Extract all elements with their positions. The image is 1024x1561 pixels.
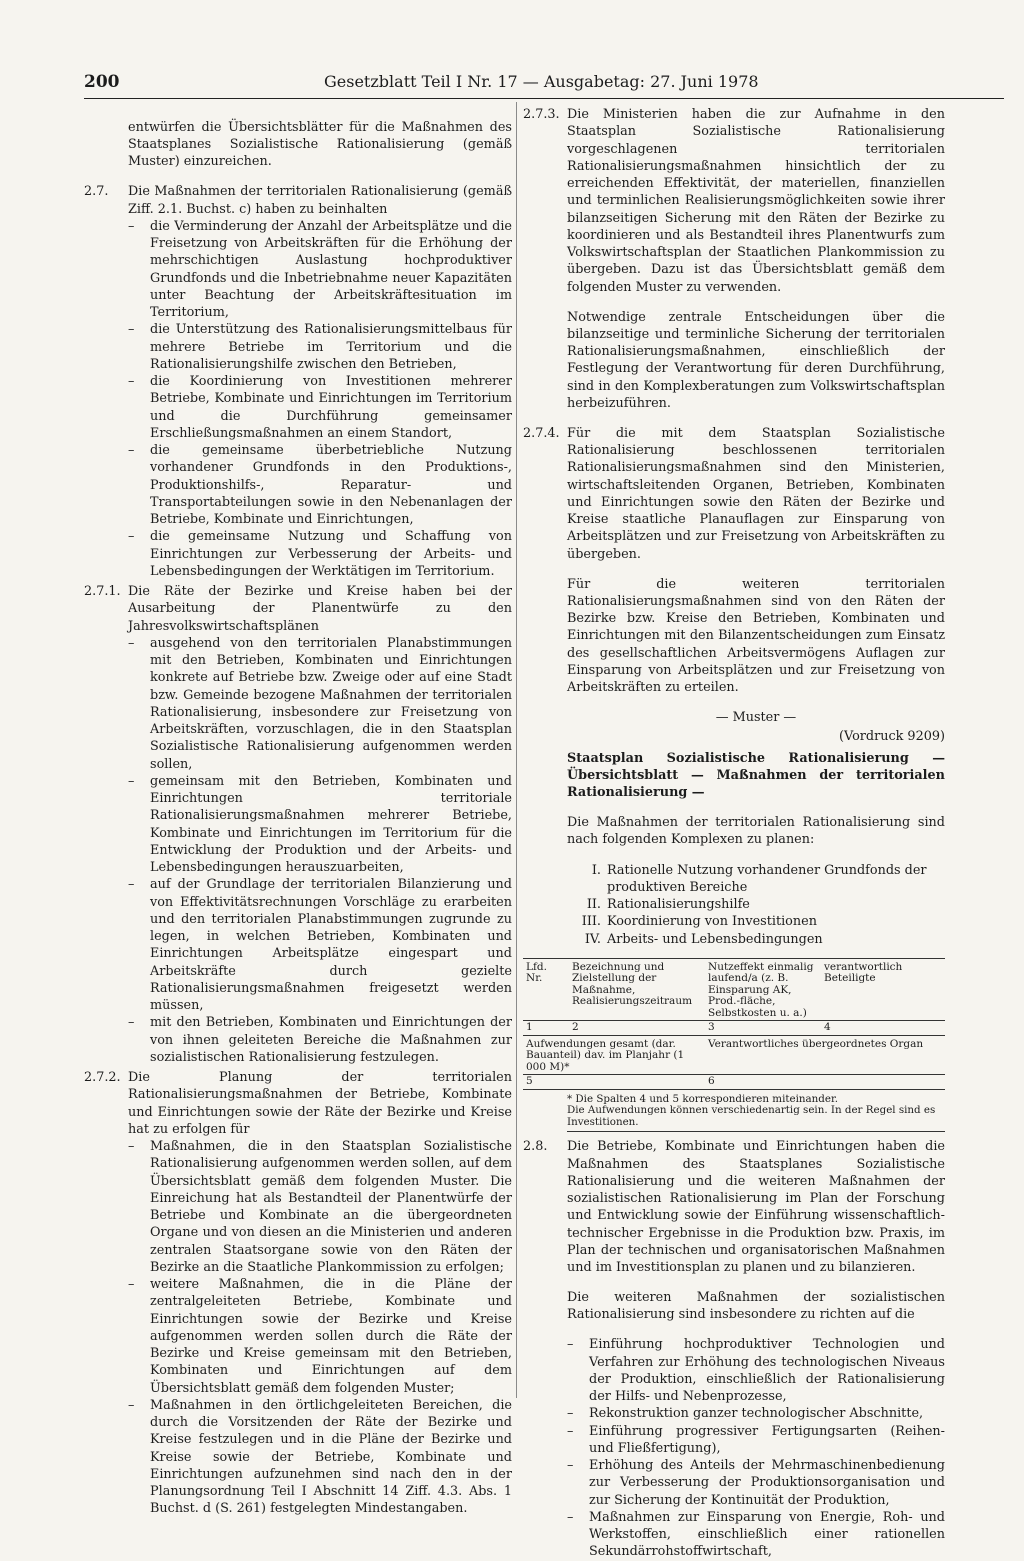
form-title: Staatsplan Sozialistische Rationalisierung — Übersichtsblatt — Maßnahmen der territorialen Rationalisierung — — [567, 750, 945, 801]
table-cell: 3 — [705, 1021, 821, 1036]
list-item: – Maßnahmen in den örtlichgeleiteten Bereichen, die durch die Vorsitzenden der Räte der Bezirke und Kreise festzulegen und in die Pläne der Bezirke und Kreise sowie der Betriebe, Kombinate und Einrichtungen aufzunehmen sind nach den in der Planungsordnung Teil I Abschnitt 14 Ziff. 4.3. Abs. 1 Buchst. d (S. 261) festgelegten Mindestangaben. — [128, 1397, 512, 1517]
list-item: – weitere Maßnahmen, die in die Pläne der zentralgeleiteten Betriebe, Kombinate und Einrichtungen sowie der Bezirke und Kreise aufgenommen werden sollen durch die Räte der Bezirke und Kreise gemeinsam mit den Betrieben, Kombinaten und Einrichtungen auf dem Übersichtsblatt gemäß dem folgenden Muster; — [128, 1277, 512, 1396]
section-2-7-2 — [84, 1069, 512, 1138]
complex-item: IV. Arbeits- und Lebensbedingungen — [584, 931, 823, 947]
table-header-cell: Verantwortliches übergeordnetes Organ — [708, 1037, 924, 1050]
list-item: – Maßnahmen zur Einsparung von Energie, Roh- und Werkstoffen, einschließlich einer rationellen Sekundärrohstoffwirtschaft, — [567, 1509, 945, 1560]
list-item: – mit den Betrieben, Kombinaten und Einrichtungen der von ihnen geleiteten Bereiche die Maßnahmen zur sozialistischen Rationalisierung festzulegen. — [128, 1015, 512, 1065]
table-header-cell: verantwortlich Beteiligte — [824, 960, 903, 985]
section-paragraph: Die Ministerien haben die zur Aufnahme in den Staatsplan Sozialistische Rationalisierung vorgeschlagenen territorialen Rationalisierungsmaßnahmen hinsichtlich der zu erreichenden Effektivität, der materiellen, finanziellen und terminlichen Realisierungsmöglichkeiten sowie ihrer bilanzseitigen Sicherung mit den Räten der Bezirke zu koordinieren und als Bestandteil ihres Planentwurfs zum Volkswirtschaftsplan der Staatlichen Plankommission zu übergeben. Dazu ist das Übersichtsblatt gemäß dem folgenden Muster zu verwenden. — [567, 107, 945, 295]
right-column — [523, 106, 945, 1561]
section-number: 2.7.1. — [84, 584, 121, 600]
list-item: – Erhöhung des Anteils der Mehrmaschinenbedienung zur Verbesserung der Produktionsorganisation und zur Sicherung der Kontinuität der Produktion, — [567, 1458, 945, 1508]
list-item: – Einführung hochproduktiver Technologien und Verfahren zur Erhöhung des technologischen Niveaus der Produktion, einschließlich der Rationalisierung der Hilfs- und Nebenprozesse, — [567, 1337, 945, 1405]
section-paragraph: Die Betriebe, Kombinate und Einrichtungen haben die Maßnahmen des Staatsplanes Sozialistische Rationalisierung und die weiteren Maßnahmen der sozialistischen Rationalisierung im Plan der Forschung und Entwicklung sowie der Einführung wissenschaftlich-technischer Ergebnisse in die Produktion bzw. Praxis, im Plan der technischen und organisatorischen Maßnahmen und im Investitionsplan zu planen und zu bilanzieren. — [567, 1139, 945, 1276]
complex-item: I. Rationelle Nutzung vorhandener Grundfonds der produktiven Bereiche — [591, 862, 927, 895]
form-intro: Die Maßnahmen der territorialen Rationalisierung sind nach folgenden Komplexen zu planen: — [567, 815, 945, 848]
section-number: 2.8. — [523, 1139, 548, 1155]
list-item: – die Verminderung der Anzahl der Arbeitsplätze und die Freisetzung von Arbeitskräften für die Erhöhung der mehrschichtigen Auslastung hochproduktiver Grundfonds und die Inbetriebnahme neuer Kapazitäten unter Beachtung der Arbeitskräftesituation im Territorium, — [128, 218, 512, 321]
section-2-7-3 — [523, 106, 945, 296]
muster-label: — Muster — — [715, 710, 797, 726]
list-item: – die Unterstützung des Rationalisierungsmittelbaus für mehrere Betriebe im Territorium und die Rationalisierungshilfe zwischen den Betrieben, — [128, 322, 512, 372]
page-number: 200 — [84, 72, 120, 92]
section-number: 2.7. — [84, 184, 109, 200]
table-cell: 2 — [569, 1021, 705, 1036]
form-table — [523, 958, 945, 1090]
footnote-line: Die Aufwendungen können verschiedenartig sein. In der Regel sind es Investitionen. — [567, 1104, 936, 1128]
section-intro: Die Räte der Bezirke und Kreise haben bei der Ausarbeitung der Planentwürfe zu den Jahresvolkswirtschaftsplänen — [128, 584, 512, 634]
list-item: – ausgehend von den territorialen Planabstimmungen mit den Betrieben, Kombinaten und Einrichtungen konkrete auf Betriebe bzw. Zweige oder auf eine Stadt bzw. Gemeinde bezogene Maßnahmen der territorialen Rationalisierung, insbesondere zur Freisetzung von Arbeitskräften, vorzuschlagen, die in den Staatsplan Sozialistische Rationalisierung aufgenommen werden sollen, — [128, 635, 512, 772]
table-header-row — [523, 958, 945, 1021]
section-2-7-4 — [523, 425, 945, 563]
list-item: – Rekonstruktion ganzer technologischer Abschnitte, — [567, 1406, 924, 1422]
table-footnote — [567, 1094, 945, 1133]
table-header-row — [523, 1035, 945, 1075]
section-paragraph: Notwendige zentrale Entscheidungen über die bilanzseitige und terminliche Sicherung der territorialen Rationalisierungsmaßnahmen, einschließlich der Festlegung der Verantwortung für deren Durchführung, sind in den Komplexberatungen zum Volkswirtschaftsplan herbeizuführen. — [567, 309, 945, 411]
continued-paragraph: entwürfen die Übersichtsblätter für die Maßnahmen des Staatsplanes Sozialistische Rationalisierung (gemäß Muster) einzureichen. — [128, 119, 512, 170]
list-item: – gemeinsam mit den Betrieben, Kombinaten und Einrichtungen territoriale Rationalisierungsmaßnahmen mehrerer Betriebe, Kombinate und Einrichtungen im Territorium für die Entwicklung der Produktion und der Arbeits- und Lebensbedingungen herauszuarbeiten, — [128, 773, 512, 876]
header-title: Gesetzblatt Teil I Nr. 17 — Ausgabetag: 27. Juni 1978 — [324, 72, 759, 91]
table-cell: 4 — [821, 1021, 945, 1036]
table-header-cell: Aufwendungen gesamt (dar. Bauanteil) dav. im Planjahr (1 000 M)* — [526, 1037, 685, 1073]
section-paragraph: Die weiteren Maßnahmen der sozialistischen Rationalisierung sind insbesondere zu richten auf die — [567, 1290, 945, 1323]
table-header-cell: Bezeichnung und Zielstellung der Maßnahme, Realisierungszeitraum — [572, 960, 693, 1008]
list-item: – Einführung progressiver Fertigungsarten (Reihen- und Fließfertigung), — [567, 1423, 945, 1456]
list-item: – auf der Grundlage der territorialen Bilanzierung und von Effektivitätsrechnungen Vorschläge zu erarbeiten und den territorialen Planabstimmungen zugrunde zu legen, in welchen Betrieben, Kombinaten und Einrichtungen Arbeitsplätze eingespart und Arbeitskräfte durch gezielte Rationalisierungsmaßnahmen freigesetzt werden müssen, — [128, 877, 512, 1014]
complex-item: II. Rationalisierungshilfe — [586, 897, 750, 913]
table-number-row — [523, 1021, 945, 1036]
table-number-row — [523, 1075, 945, 1090]
section-intro: Die Planung der territorialen Rationalisierungsmaßnahmen der Betriebe, Kombinate und Einrichtungen sowie der Räte der Bezirke und Kreise hat zu erfolgen für — [128, 1070, 512, 1137]
section-paragraph: Für die mit dem Staatsplan Sozialistische Rationalisierung beschlossenen territorialen Rationalisierungsmaßnahmen sind den Ministerien, wirtschaftsleitenden Organen, Betrieben, Kombinaten und Einrichtungen sowie den Räten der Bezirke und Kreise staatliche Planauflagen zur Einsparung von Arbeitsplätzen und zur Freisetzung von Arbeitskräften zu übergeben. — [567, 425, 945, 562]
section-2-7 — [84, 183, 512, 218]
table-cell: 6 — [705, 1075, 945, 1090]
table-header-cell: Nutzeffekt einmalig laufend/a (z. B. Einsparung AK, Prod.-fläche, Selbstkosten u. a.) — [708, 960, 814, 1019]
column-separator — [516, 102, 517, 1398]
list-item: – die gemeinsame überbetriebliche Nutzung vorhandener Grundfonds in den Produktions-, Produktionshilfs-, Reparatur- und Transportabteilungen sowie in den Nebenanlagen der Betriebe, Kombinate und Einrichtungen, — [128, 443, 512, 528]
page-header — [84, 70, 1004, 99]
complex-item: III. Koordinierung von Investitionen — [581, 914, 817, 930]
section-2-8 — [523, 1138, 945, 1276]
section-2-7-1 — [84, 583, 512, 635]
form-number: (Vordruck 9209) — [839, 729, 945, 745]
section-number: 2.7.2. — [84, 1070, 121, 1086]
list-item: – die gemeinsame Nutzung und Schaffung von Einrichtungen zur Verbesserung der Arbeits- und Lebensbedingungen der Werktätigen im Territorium. — [128, 529, 512, 579]
table-cell: 1 — [523, 1021, 569, 1036]
section-number: 2.7.3. — [523, 107, 560, 122]
table-header-cell: Lfd. Nr. — [526, 960, 547, 985]
section-intro: Die Maßnahmen der territorialen Rationalisierung (gemäß Ziff. 2.1. Buchst. c) haben zu beinhalten — [128, 184, 512, 217]
table-cell: 5 — [523, 1075, 705, 1090]
list-item: – Maßnahmen, die in den Staatsplan Sozialistische Rationalisierung aufgenommen werden sollen, auf dem Übersichtsblatt gemäß dem folgenden Muster. Die Einreichung hat als Bestandteil der Planentwürfe der Betriebe und Kombinate an die übergeordneten Organe und von diesen an die Ministerien und anderen zentralen Staatsorgane sowie von den Räten der Bezirke an die Staatliche Plankommission zu erfolgen; — [128, 1139, 512, 1275]
left-column — [84, 106, 512, 1518]
section-paragraph: Für die weiteren territorialen Rationalisierungsmaßnahmen sind von den Räten der Bezirke bzw. Kreise den Betrieben, Kombinaten und Einrichtungen mit den Bilanzentscheidungen zum Einsatz des gesellschaftlichen Arbeitsvermögens Auflagen zur Einsparung von Arbeitsplätzen und zur Freisetzung von Arbeitskräften zu erteilen. — [567, 576, 945, 696]
list-item: – die Koordinierung von Investitionen mehrerer Betriebe, Kombinate und Einrichtungen im Territorium und die Durchführung gemeinsamer Erschließungsmaßnahmen an einem Standort, — [128, 374, 512, 441]
footnote-line: * Die Spalten 4 und 5 korrespondieren miteinander. — [567, 1092, 839, 1105]
section-number: 2.7.4. — [523, 425, 560, 441]
